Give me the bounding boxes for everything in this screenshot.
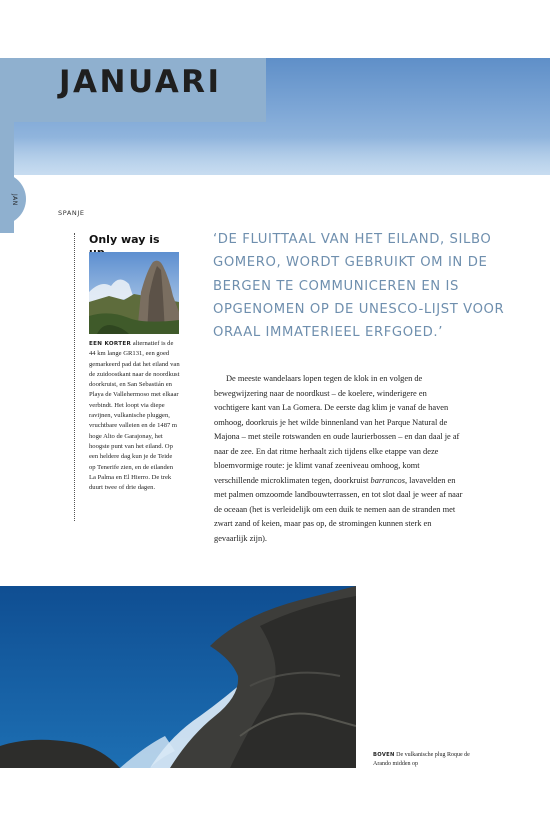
body-text-part2: , lavavelden en met palmen omzoomde landbouwterrassen, en tot slot daal je weer af naar de oceaan (het is verleidelijk om een duik te nemen aan de stranden met zwart zand of keien, maar pas op, de stromingen kunnen sterk en gevaarlijk zijn). <box>214 475 463 543</box>
rock-peak-illustration <box>89 252 179 334</box>
body-text-italic: barrancos <box>370 475 405 485</box>
caption-lead: BOVEN <box>373 752 395 758</box>
body-text-part1: De meeste wandelaars lopen tegen de klok in en volgen de bewegwijzering naar de noordkust – de koelere, winderigere en vochtigere kant van La Gomera. De eerste dag klim je vanaf de haven omhoog, doorkruis je het wilde binnenland van het Parque Natural de Majona – met steile rotswanden en oude laurierbossen – en dan daal je af naar de zee. En dat ritme herhaalt zich tijdens elke etappe van deze bloemvormige route: je klimt vanaf zeeniveau omhoog, komt verschillende microklimaten tegen, doorkruist <box>214 374 460 485</box>
sidebar-title: Only way is <box>89 233 160 246</box>
rock-peak-photo <box>89 252 179 334</box>
section-label: SPANJE <box>58 209 85 217</box>
coast-illustration <box>0 586 356 768</box>
pull-quote: ‘DE FLUITTAAL VAN HET EILAND, SILBO GOMERO, WORDT GEBRUIKT OM IN DE BERGEN TE COMMUNICEREN EN IS OPGENOMEN OP DE UNESCO-LIJST VOOR ORAAL IMMATERIEEL ERFGOED.’ <box>213 232 505 341</box>
page-title: JANUARI <box>59 64 222 100</box>
body-text <box>214 372 464 546</box>
caption-text: De vulkanische plug Roque de Arando midden op <box>373 752 470 767</box>
coast-photo <box>0 586 356 768</box>
sidebar-text: alternatief is de 44 km lange GR131, een goed gemarkeerd pad dat het eiland van de zuidoostkant naar de noordkust doorkruist, en San Sebastián en Playa de Vallehermoso met elkaar verbindt. Het loopt via diepe ravijnen, vulkanische pluggen, vruchtbare valleien en de 1487 m hoge Alto de Garajonay, het hoogste punt van het eiland. Op een heldere dag kun je de Teide op Tenerife zien, en de eilanden La Palma en El Hierro. De trek duurt twee of drie dagen. <box>89 340 180 492</box>
photo-caption <box>373 751 473 769</box>
sidebar-lead: EEN KORTER <box>89 341 132 347</box>
sidebar-box <box>74 233 179 521</box>
month-tab-label: JAN <box>11 194 18 206</box>
sidebar-body <box>89 339 180 493</box>
